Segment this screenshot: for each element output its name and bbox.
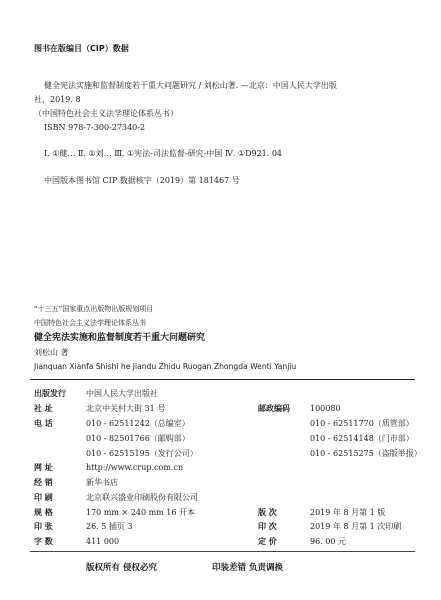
cip-line-2: 社，2019. 8 <box>34 95 81 104</box>
divider-top <box>30 379 415 380</box>
pub-row-printer: 印 刷 北京联兴盛业印刷股份有限公司 <box>34 493 198 502</box>
pub-row-format: 规 格 170 mm × 240 mm 16 开本 <box>34 508 196 517</box>
pub-row-publisher: 出版发行 中国人民大学出版社 <box>34 389 158 398</box>
pub-row-phone-store: 010 - 62514148（门市部） <box>310 434 414 443</box>
pub-row-phone-piracy: 010 - 62515275（盗版举报） <box>310 449 422 458</box>
cip-line-1: 健全宪法实施和监督制度若干重大问题研究 / 刘松山著. —北京：中国人民大学出版 <box>44 81 337 90</box>
cip-core-number: 中国版本图书馆 CIP 数据核字（2019）第 181467 号 <box>44 176 240 185</box>
cip-heading: 图书在版编目（CIP）数据 <box>34 44 129 53</box>
footer-misprint: 印装差错 负责调换 <box>212 563 283 573</box>
pub-row-phone-1: 电 话 010 - 62511242（总编室） <box>34 419 190 428</box>
cip-isbn: ISBN 978-7-300-27340-2 <box>44 123 146 132</box>
series-line-2: 中国特色社会主义法学理论体系丛书 <box>34 319 146 327</box>
cip-subject-line: Ⅰ. ①健… Ⅱ. ①刘… Ⅲ. ①宪法-司法监督-研究-中国 Ⅳ. ①D921. 04 <box>44 149 283 158</box>
book-title: 健全宪法实施和监督制度若干重大问题研究 <box>34 333 206 343</box>
pub-row-sheets: 印 张 26. 5 插页 3 <box>34 522 133 531</box>
pub-row-phone-2: 010 - 82501766（邮购部） <box>86 434 190 443</box>
book-author: 刘松山 著 <box>34 348 69 357</box>
pub-row-distributor: 经 销 新华书店 <box>34 478 118 487</box>
pub-row-printing: 印 次 2019 年 8 月第 1 次印刷 <box>258 522 402 531</box>
pub-row-phone-qa: 010 - 62511770（质管部） <box>310 419 414 428</box>
pub-row-website: 网 址 http://www.crup.com.cn <box>34 463 184 472</box>
footer-copyright: 版权所有 侵权必究 <box>86 563 157 573</box>
pub-row-phone-3: 010 - 62515195（发行公司） <box>86 449 198 458</box>
pub-row-price: 定 价 96. 00 元 <box>258 537 346 546</box>
divider-bottom <box>30 551 415 552</box>
book-title-pinyin: Jianquan Xianfa Shishi he Jiandu Zhidu Ruogan Zhongda Wenti Yanjiu <box>34 362 297 371</box>
pub-row-address: 社 址 北京中关村大街 31 号 <box>34 404 166 413</box>
cip-line-3: （中国特色社会主义法学理论体系丛书） <box>34 109 178 118</box>
pub-row-postcode: 邮政编码 100080 <box>258 404 341 413</box>
series-line-1: “十三五”国家重点出版物出版规划项目 <box>34 305 154 313</box>
pub-row-word-count: 字 数 411 000 <box>34 537 120 546</box>
pub-row-edition: 版 次 2019 年 8 月第 1 版 <box>258 508 386 517</box>
